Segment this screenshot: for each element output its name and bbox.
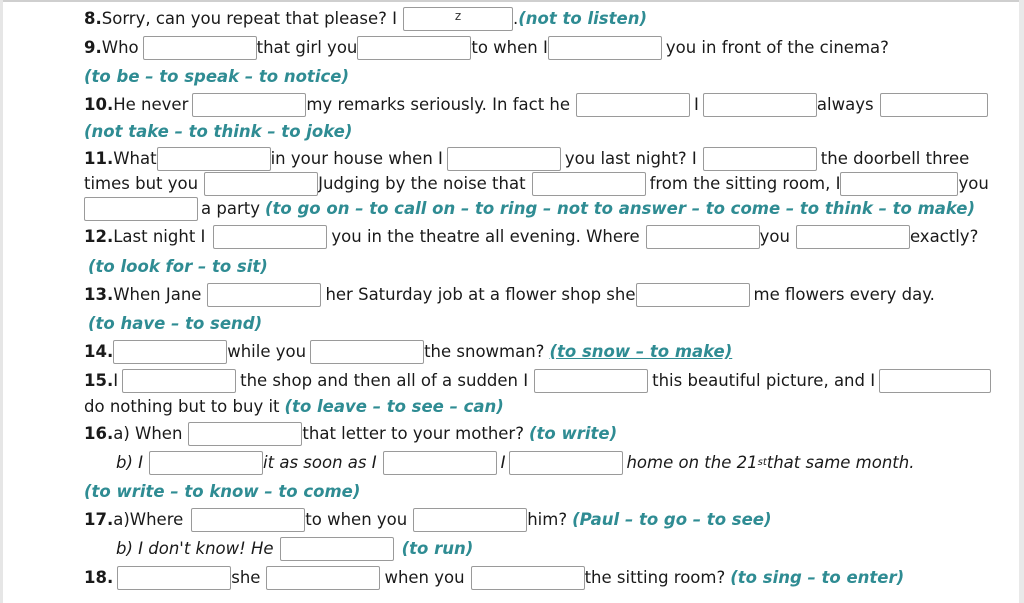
q18-blank-1[interactable]: [117, 566, 231, 590]
q15-hint: (to leave – to see – can): [284, 397, 504, 416]
q11-blank-4[interactable]: [204, 172, 318, 196]
q18-hint: (to sing – to enter): [730, 568, 905, 587]
q17-text-3: him?: [527, 510, 568, 529]
question-11: [84, 146, 969, 172]
question-16a: [84, 421, 617, 447]
q18-text-2: when you: [384, 568, 465, 587]
question-11-line-3: [84, 196, 975, 222]
q14-text-2: the snowman?: [424, 342, 545, 361]
q13-blank-2[interactable]: [636, 283, 750, 307]
q10-blank-4[interactable]: [880, 93, 988, 117]
page-right-border: [1019, 0, 1024, 603]
q11-text-2: in your house when I: [270, 149, 443, 168]
q15-blank-2[interactable]: [534, 369, 648, 393]
q13-text-3: me flowers every day.: [753, 285, 935, 304]
q18-blank-2[interactable]: [266, 566, 380, 590]
q8-hint: (not to listen): [518, 9, 647, 28]
q17-number: 17.: [84, 510, 114, 529]
q18-text-1: she: [231, 568, 261, 587]
page-top-border: [0, 0, 1024, 2]
q16b-blank-2[interactable]: [383, 451, 497, 475]
q10-number: 10.: [84, 95, 114, 114]
q11-blank-1[interactable]: [157, 147, 271, 171]
question-15: [84, 368, 991, 394]
q13-blank-1[interactable]: [207, 283, 321, 307]
question-17a: [84, 507, 772, 533]
question-15-line-2: [84, 394, 504, 420]
q10-text-1: He never: [113, 95, 189, 114]
q16a-hint: (to write): [528, 424, 618, 443]
q15-blank-1[interactable]: [122, 369, 236, 393]
q11-text-7: from the sitting room, I: [649, 174, 841, 193]
q13-text-2: her Saturday job at a flower shop she: [325, 285, 636, 304]
q10-hint: (not take – to think – to joke): [84, 122, 353, 141]
q16b-hint: (to write – to know – to come): [84, 482, 361, 501]
page-left-border: [0, 0, 3, 603]
q11-hint: (to go on – to call on – to ring – not to answer – to come – to think – to make): [264, 199, 976, 218]
q17-text-2: to when you: [305, 510, 408, 529]
q8-number: 8.: [84, 9, 102, 28]
q10-text-3: I: [694, 95, 699, 114]
q11-blank-6[interactable]: [840, 172, 958, 196]
q9-blank-2[interactable]: [357, 36, 471, 60]
q14-number: 14.: [84, 342, 114, 361]
q12-text-2: you in the theatre all evening. Where: [331, 227, 640, 246]
question-10: [84, 92, 988, 118]
q8-text: Sorry, can you repeat that please? I: [101, 9, 398, 28]
question-13-hint-line: [88, 311, 262, 337]
question-12-hint-line: [88, 254, 268, 280]
q16b-text-1: b) I: [116, 453, 144, 472]
q11-text-5: times but you: [84, 174, 199, 193]
q14-hint: (to snow – to make): [549, 342, 733, 361]
q16-text-2: that letter to your mother?: [302, 424, 524, 443]
q17-text-1: a)Where: [113, 510, 184, 529]
q13-hint: (to have – to send): [88, 314, 263, 333]
question-12: [84, 224, 978, 250]
q17b-blank-1[interactable]: [280, 537, 394, 561]
q9-text-4: you in front of the cinema?: [665, 38, 889, 57]
question-10-hint-line: [84, 119, 352, 145]
question-16b: b) I it as soon as I I home on the 21 st that same month.: [116, 450, 914, 476]
q16b-text-3: I: [500, 453, 506, 472]
q10-blank-3[interactable]: [703, 93, 817, 117]
q16b-blank-3[interactable]: [509, 451, 623, 475]
q11-blank-7[interactable]: [84, 197, 198, 221]
q11-text-6: Judging by the noise that: [318, 174, 526, 193]
q11-text-8: you: [958, 174, 989, 193]
q17a-blank-2[interactable]: [413, 508, 527, 532]
q17a-hint: (Paul – to go – to see): [572, 510, 772, 529]
q9-number: 9.: [84, 38, 102, 57]
q12-blank-1[interactable]: [213, 225, 327, 249]
q10-text-2: my remarks seriously. In fact he: [306, 95, 571, 114]
question-11-line-2: [84, 171, 989, 197]
question-17b: [116, 536, 473, 562]
q10-blank-1[interactable]: [192, 93, 306, 117]
q15-number: 15.: [84, 371, 114, 390]
q11-blank-3[interactable]: [703, 147, 817, 171]
q14-text-1: while you: [227, 342, 307, 361]
q17a-blank-1[interactable]: [191, 508, 305, 532]
q11-text-9: a party: [201, 199, 260, 218]
q16-text-1: a) When: [113, 424, 183, 443]
q12-text-4: exactly?: [909, 227, 979, 246]
question-18: [84, 565, 904, 591]
q15-text-2: the shop and then all of a sudden I: [240, 371, 529, 390]
q9-hint: (to be – to speak – to notice): [84, 67, 349, 86]
q16a-blank-1[interactable]: [188, 422, 302, 446]
q14-blank-1[interactable]: [113, 340, 227, 364]
question-9-hint-line: [84, 64, 349, 90]
q16b-text-4b: that same month.: [766, 453, 915, 472]
q13-number: 13.: [84, 285, 114, 304]
q12-text-3: you: [759, 227, 790, 246]
question-13: [84, 282, 935, 308]
q18-number: 18.: [84, 568, 114, 587]
q15-text-1: I: [113, 371, 119, 390]
q11-text-1: What: [113, 149, 157, 168]
q15-text-4: do nothing but to buy it: [84, 397, 280, 416]
q15-text-3: this beautiful picture, and I: [652, 371, 876, 390]
q9-text-1: Who: [101, 38, 139, 57]
question-16-hint-line: [84, 479, 360, 505]
q18-blank-3[interactable]: [471, 566, 585, 590]
question-9: [84, 35, 889, 61]
q12-blank-2[interactable]: [646, 225, 760, 249]
q11-number: 11.: [84, 149, 114, 168]
q14-blank-2[interactable]: [310, 340, 424, 364]
q16b-text-4a: home on the 21: [626, 453, 758, 472]
q8-blank-1[interactable]: z: [403, 7, 513, 31]
q9-blank-1[interactable]: [143, 36, 257, 60]
q12-number: 12.: [84, 227, 114, 246]
q11-text-4: the doorbell three: [820, 149, 970, 168]
q12-blank-3[interactable]: [796, 225, 910, 249]
q9-blank-3[interactable]: [548, 36, 662, 60]
q18-text-3: the sitting room?: [584, 568, 726, 587]
q12-hint: (to look for – to sit): [88, 257, 268, 276]
q15-blank-3[interactable]: [879, 369, 991, 393]
q11-blank-2[interactable]: [447, 147, 561, 171]
q13-text-1: When Jane: [113, 285, 202, 304]
q12-text-1: Last night I: [113, 227, 206, 246]
q11-text-3: you last night? I: [564, 149, 697, 168]
q9-text-2: that girl you: [256, 38, 358, 57]
q9-text-3: to when I: [471, 38, 548, 57]
q16-number: 16.: [84, 424, 114, 443]
q17b-text-1: b) I don't know! He: [116, 539, 274, 558]
q10-text-4: always: [816, 95, 874, 114]
question-14: [84, 339, 732, 365]
q8-text-2: .: [513, 9, 519, 28]
q10-blank-2[interactable]: [576, 93, 690, 117]
q16b-text-2: it as soon as I: [263, 453, 377, 472]
q11-blank-5[interactable]: [532, 172, 646, 196]
q17b-hint: (to run): [401, 539, 474, 558]
q16b-blank-1[interactable]: [149, 451, 263, 475]
question-8: [84, 6, 647, 32]
